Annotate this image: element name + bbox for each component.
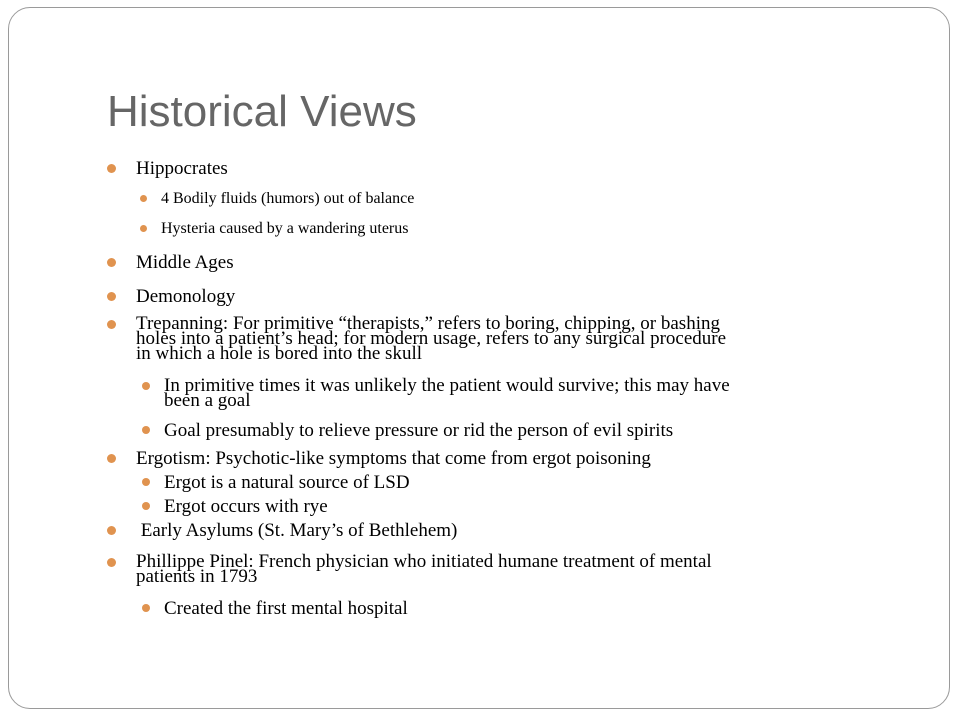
bullet-dot-icon xyxy=(107,292,116,301)
bullet-middle-ages xyxy=(136,253,234,272)
bullet-dot-icon xyxy=(142,502,150,510)
bullet-dot-icon xyxy=(142,478,150,486)
bullet-trepanning xyxy=(136,313,727,364)
bullet-humors xyxy=(161,190,414,207)
bullet-hospital xyxy=(164,599,408,618)
bullet-line: been a goal xyxy=(164,390,251,411)
bullet-text: Ergot occurs with rye xyxy=(164,496,328,517)
bullet-text: Created the first mental hospital xyxy=(164,598,408,619)
bullet-dot-icon xyxy=(107,258,116,267)
bullet-text: 4 Bodily fluids (humors) out of balance xyxy=(161,190,415,207)
bullet-lsd xyxy=(164,473,410,492)
bullet-dot-icon xyxy=(140,225,147,232)
bullet-goal xyxy=(164,421,673,440)
bullet-text: Goal presumably to relieve pressure or rid the person of evil spirits xyxy=(164,420,674,441)
bullet-dot-icon xyxy=(140,195,147,202)
bullet-text: Ergot is a natural source of LSD xyxy=(164,472,410,493)
bullet-hippocrates xyxy=(136,159,228,178)
bullet-dot-icon xyxy=(142,382,150,390)
bullet-dot-icon xyxy=(107,164,116,173)
bullet-asylums xyxy=(136,521,457,540)
bullet-line: Phillippe Pinel: French physician who initiated humane treatment of mental xyxy=(136,551,712,572)
bullet-text: Middle Ages xyxy=(136,252,234,273)
bullet-text: Ergotism: Psychotic-like symptoms that come from ergot poisoning xyxy=(136,448,651,469)
bullet-text: Demonology xyxy=(136,286,236,307)
bullet-line: patients in 1793 xyxy=(136,566,258,587)
bullet-line: Trepanning: For primitive “therapists,” refers to boring, chipping, or bashing xyxy=(136,313,720,334)
bullet-text: Early Asylums (St. Mary’s of Bethlehem) xyxy=(136,520,458,541)
bullet-text: Hippocrates xyxy=(136,158,228,179)
bullet-line: holes into a patient’s head; for modern usage, refers to any surgical procedure xyxy=(136,328,727,349)
bullet-demonology xyxy=(136,287,235,306)
bullet-line: in which a hole is bored into the skull xyxy=(136,343,423,364)
bullet-dot-icon xyxy=(142,604,150,612)
bullet-pinel xyxy=(136,551,712,587)
bullet-dot-icon xyxy=(107,558,116,567)
bullet-dot-icon xyxy=(107,454,116,463)
bullet-dot-icon xyxy=(107,526,116,535)
bullet-dot-icon xyxy=(107,320,116,329)
bullet-ergotism xyxy=(136,449,651,468)
bullet-rye xyxy=(164,497,328,516)
slide-title: Historical Views xyxy=(107,87,417,136)
bullet-line: In primitive times it was unlikely the patient would survive; this may have xyxy=(164,375,730,396)
bullet-text: Hysteria caused by a wandering uterus xyxy=(161,220,409,237)
bullet-survival xyxy=(164,375,730,411)
bullet-dot-icon xyxy=(142,426,150,434)
bullet-hysteria xyxy=(161,220,408,237)
